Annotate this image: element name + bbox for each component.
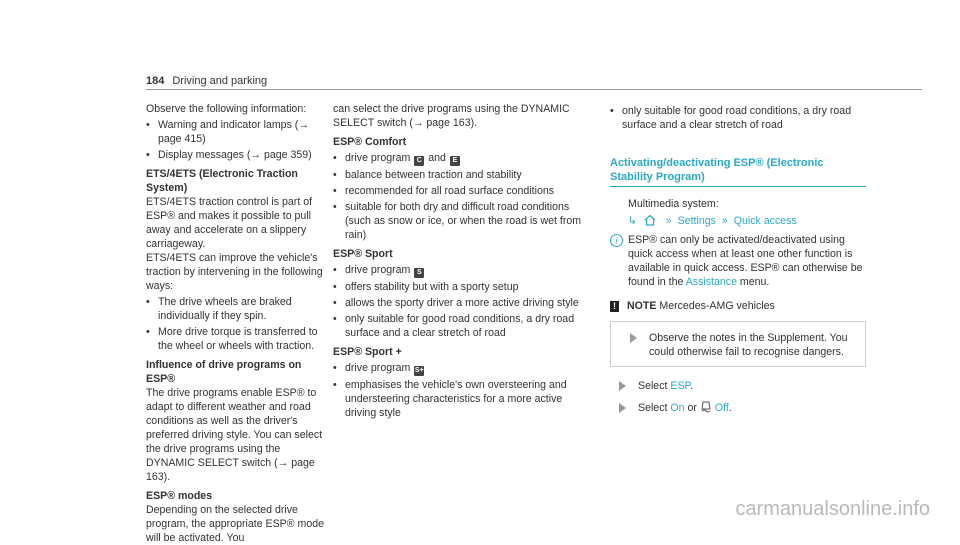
list-item: • recommended for all road surface conditions xyxy=(333,184,583,198)
program-prefix: drive program xyxy=(345,264,411,276)
info-icon: i xyxy=(610,234,623,247)
note-header xyxy=(610,299,866,313)
note-content xyxy=(610,321,866,367)
program-prefix: drive program xyxy=(345,362,411,374)
chevron-right-icon: » xyxy=(721,215,728,227)
step-select-esp xyxy=(610,379,866,393)
list-item: • suitable for both dry and difficult road conditions (such as snow or ice, or when the road is wet from rain) xyxy=(333,200,583,242)
step-prefix: Select xyxy=(638,402,668,414)
step-arrow-icon xyxy=(619,403,626,413)
info-text-end: menu. xyxy=(739,276,770,288)
page-number: 184 xyxy=(146,75,165,87)
ets-paragraph-2: ETS/4ETS can improve the vehicle's traction by intervening in the following ways: xyxy=(146,252,323,292)
quick-access-link[interactable]: Quick access xyxy=(733,215,797,227)
program-prefix: drive program xyxy=(345,152,411,164)
list-item: • emphasises the vehicle's own oversteering and understeering characteristics for a more active driving style xyxy=(333,378,583,420)
watermark: carmanualsonline.info xyxy=(735,498,930,520)
influence-heading: Influence of drive programs on ESP® xyxy=(146,359,302,385)
assistance-link[interactable]: Assistance xyxy=(685,276,737,288)
esp-off-icon xyxy=(700,401,712,417)
sport-heading: ESP® Sport xyxy=(333,248,393,260)
or-text: or xyxy=(687,402,697,414)
list-item[interactable]: • Warning and indicator lamps (→ page 415) xyxy=(146,118,324,146)
list-item xyxy=(333,263,583,278)
comfort-heading: ESP® Comfort xyxy=(333,136,407,148)
intro-list xyxy=(146,118,324,162)
and-text: and xyxy=(428,152,446,164)
section-title: Activating/deactivating ESP® (Electronic Stability Program) xyxy=(610,156,866,187)
modes-heading: ESP® modes xyxy=(146,490,213,502)
note-title: NOTE xyxy=(627,300,657,312)
ets-list xyxy=(146,295,324,353)
home-icon[interactable] xyxy=(644,214,656,230)
settings-link[interactable]: Settings xyxy=(677,215,716,227)
esp-link[interactable]: ESP xyxy=(670,380,691,392)
continued-paragraph: can select the drive programs using the DYNAMIC SELECT switch (→ page 163). xyxy=(333,103,570,129)
step-select-on-off xyxy=(610,401,866,417)
ets-heading: ETS/4ETS (Electronic Traction System) xyxy=(146,168,298,194)
top-list xyxy=(610,104,866,132)
system-label: Multimedia system: xyxy=(628,198,719,210)
sport-list xyxy=(333,263,583,340)
list-item: • balance between traction and stability xyxy=(333,168,583,182)
step-arrow-icon xyxy=(630,333,637,343)
header-divider xyxy=(146,89,922,90)
influence-paragraph: The drive programs enable ESP® to adapt to different weather and road conditions as well as the driver's preferred driving style. You can select the drive programs using the DYNAMIC SELECT switch (→ page 163). xyxy=(146,387,323,483)
list-item: • More drive torque is transferred to the wheel or wheels with traction. xyxy=(146,325,324,353)
list-item: • allows the sporty driver a more active driving style xyxy=(333,296,583,310)
column-1 xyxy=(146,102,324,545)
ets-paragraph-1: ETS/4ETS traction control is part of ESP® and makes it possible to pull away and accelerate on a slippery carriageway. xyxy=(146,196,313,250)
step-prefix: Select xyxy=(638,380,668,392)
note-subject: Mercedes-AMG vehicles xyxy=(659,300,775,312)
column-3 xyxy=(610,102,866,425)
info-note xyxy=(610,233,866,289)
list-item: • offers stability but with a sporty setup xyxy=(333,280,583,294)
drive-program-c-icon: C xyxy=(414,156,424,166)
list-item[interactable]: • Display messages (→ page 359) xyxy=(146,148,324,162)
path-arrow-icon: ↳ xyxy=(628,215,637,227)
drive-program-e-icon: E xyxy=(450,156,460,166)
note-box xyxy=(610,299,866,367)
chevron-right-icon: » xyxy=(665,215,672,227)
drive-program-s-plus-icon: S+ xyxy=(414,367,424,374)
off-link[interactable]: Off xyxy=(714,402,729,414)
note-step xyxy=(621,331,855,359)
column-2 xyxy=(333,102,583,422)
list-item: • only suitable for good road conditions, a dry road surface and a clear stretch of road xyxy=(610,104,866,132)
list-item: • only suitable for good road conditions, a dry road surface and a clear stretch of road xyxy=(333,312,583,340)
warning-icon: ! xyxy=(610,301,619,312)
drive-program-s-icon: S xyxy=(414,268,424,278)
on-link[interactable]: On xyxy=(670,402,685,414)
list-item xyxy=(333,151,583,166)
comfort-list xyxy=(333,151,583,242)
note-step-text: Observe the notes in the Supplement. You could otherwise fail to recognise dangers. xyxy=(649,332,848,358)
step-suffix: . xyxy=(690,380,694,392)
menu-path xyxy=(610,214,866,230)
list-item xyxy=(333,361,583,376)
sportplus-heading: ESP® Sport + xyxy=(333,346,402,358)
list-item: • The drive wheels are braked individually if they spin. xyxy=(146,295,324,323)
section-name: Driving and parking xyxy=(172,75,268,87)
modes-paragraph: Depending on the selected drive program, the appropriate ESP® mode will be activated. You xyxy=(146,504,324,544)
intro-text: Observe the following information: xyxy=(146,103,307,115)
steps xyxy=(610,379,866,417)
step-suffix: . xyxy=(728,402,732,414)
step-arrow-icon xyxy=(619,381,626,391)
info-text: ESP® can only be activated/deactivated using quick access when at least one other function is available in quick access. ESP® can otherwise be found in the xyxy=(628,234,863,288)
sportplus-list xyxy=(333,361,583,420)
page-header xyxy=(146,74,267,88)
